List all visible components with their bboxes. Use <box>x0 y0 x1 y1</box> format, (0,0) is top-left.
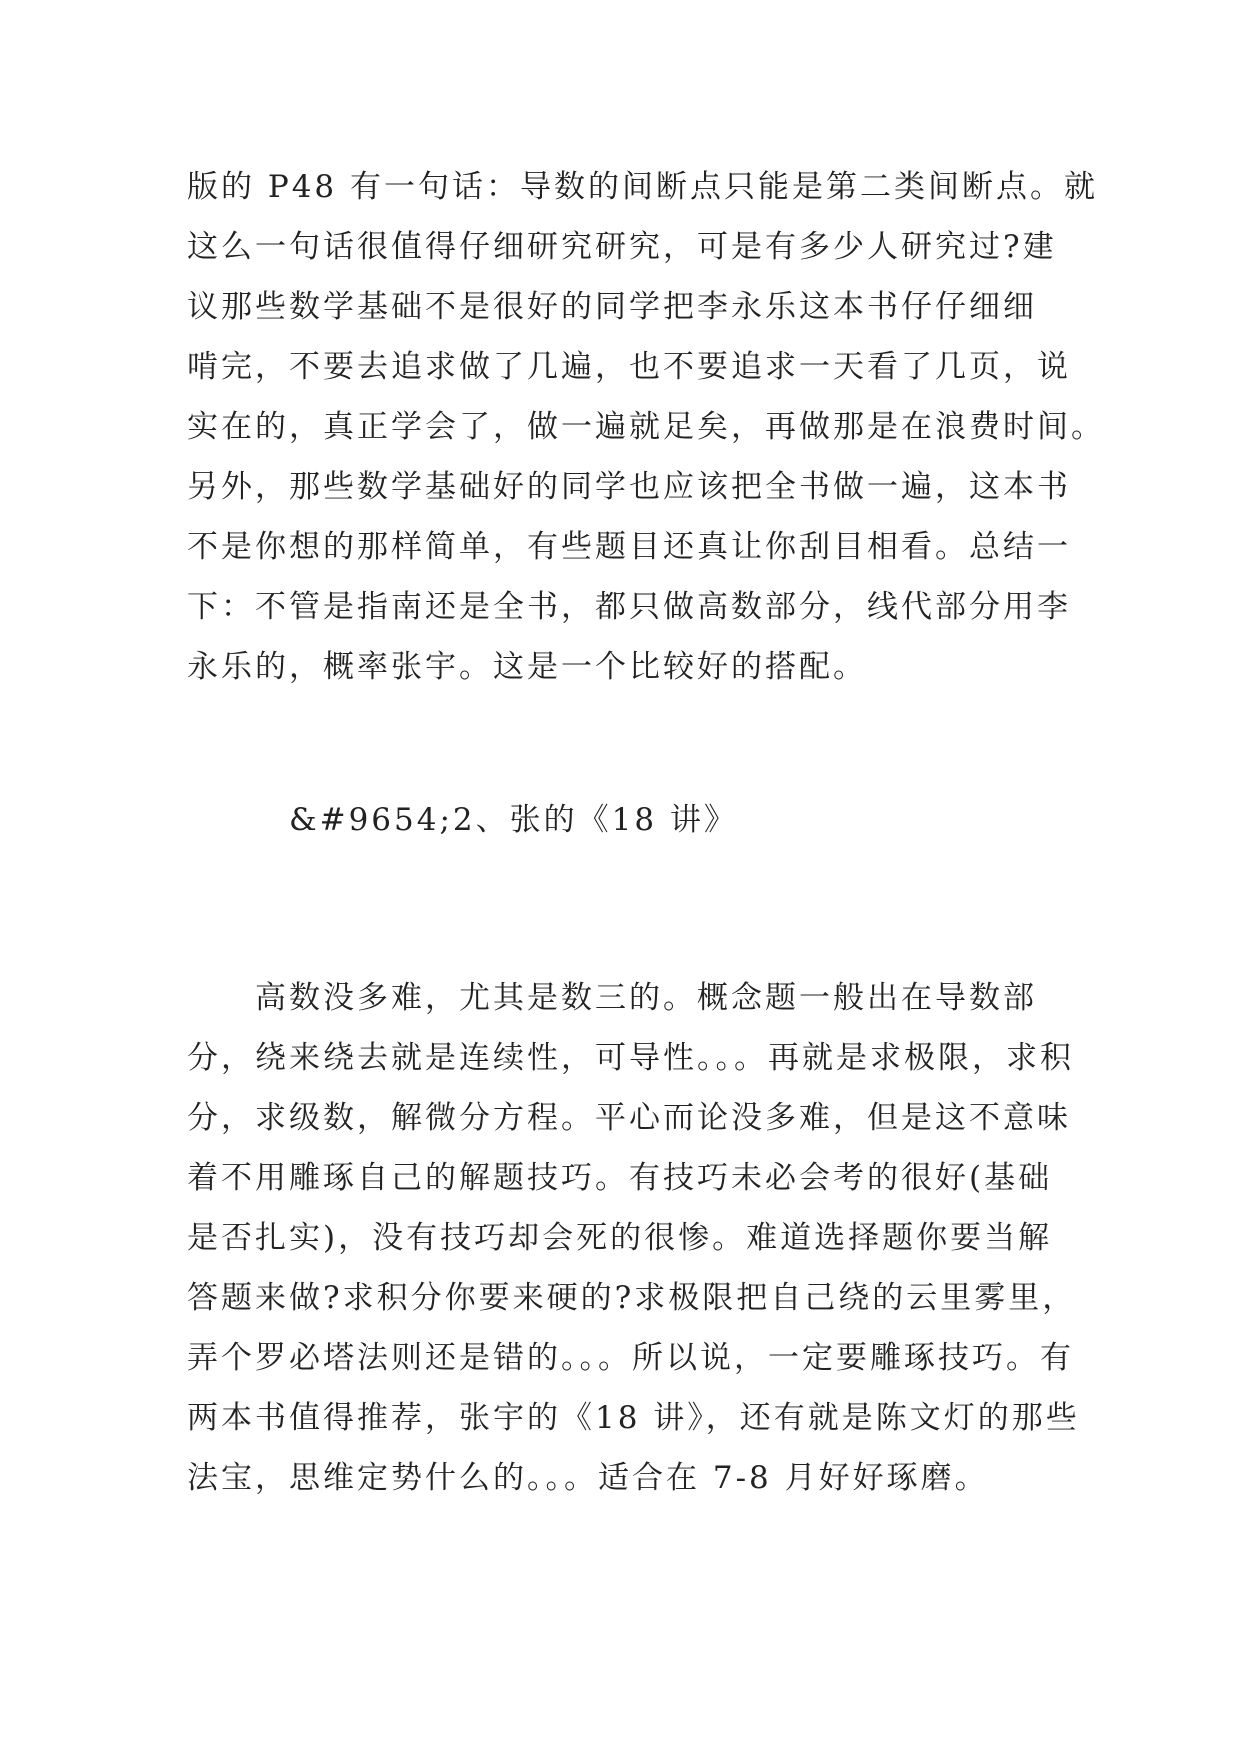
section-heading <box>289 790 1169 850</box>
paragraph-line: 分，求级数，解微分方程。平心而论没多难，但是这不意味 <box>187 1100 1071 1136</box>
paragraph-line: 另外，那些数学基础好的同学也应该把全书做一遍，这本书 <box>187 469 1071 505</box>
paragraph-line: 不是你想的那样简单，有些题目还真让你刮目相看。总结一 <box>187 529 1071 565</box>
paragraph-line: 高数没多难，尤其是数三的。概念题一般出在导数部 <box>187 980 1037 1016</box>
paragraph-line: 议那些数学基础不是很好的同学把李永乐这本书仔仔细细 <box>187 289 1037 325</box>
paragraph-line: 实在的，真正学会了，做一遍就足矣，再做那是在浪费时间。 <box>187 409 1105 445</box>
paragraph-line: 这么一句话很值得仔细研究研究，可是有多少人研究过?建 <box>187 229 1057 265</box>
paragraph-line: 答题来做?求积分你要来硬的?求极限把自己绕的云里雾里， <box>187 1280 1077 1316</box>
section-heading-text: &#9654;2、张的《18 讲》 <box>289 802 738 838</box>
paragraph-1 <box>187 157 1105 697</box>
paragraph-2 <box>187 968 1080 1508</box>
paragraph-line: 弄个罗必塔法则还是错的。。。所以说，一定要雕琢技巧。有 <box>187 1340 1074 1376</box>
paragraph-line: 啃完，不要去追求做了几遍，也不要追求一天看了几页，说 <box>187 349 1071 385</box>
paragraph-line: 是否扎实)，没有技巧却会死的很惨。难道选择题你要当解 <box>187 1220 1053 1256</box>
paragraph-line: 两本书值得推荐，张宇的《18 讲》，还有就是陈文灯的那些 <box>187 1400 1080 1436</box>
paragraph-line: 法宝，思维定势什么的。。。适合在 7-8 月好好琢磨。 <box>187 1460 989 1496</box>
paragraph-line: 永乐的，概率张宇。这是一个比较好的搭配。 <box>187 649 867 685</box>
paragraph-line: 下：不管是指南还是全书，都只做高数部分，线代部分用李 <box>187 589 1071 625</box>
paragraph-line: 着不用雕琢自己的解题技巧。有技巧未必会考的很好(基础 <box>187 1160 1053 1196</box>
paragraph-line: 版的 P48 有一句话：导数的间断点只能是第二类间断点。就 <box>187 169 1099 205</box>
paragraph-line: 分，绕来绕去就是连续性，可导性。。。再就是求极限，求积 <box>187 1040 1074 1076</box>
